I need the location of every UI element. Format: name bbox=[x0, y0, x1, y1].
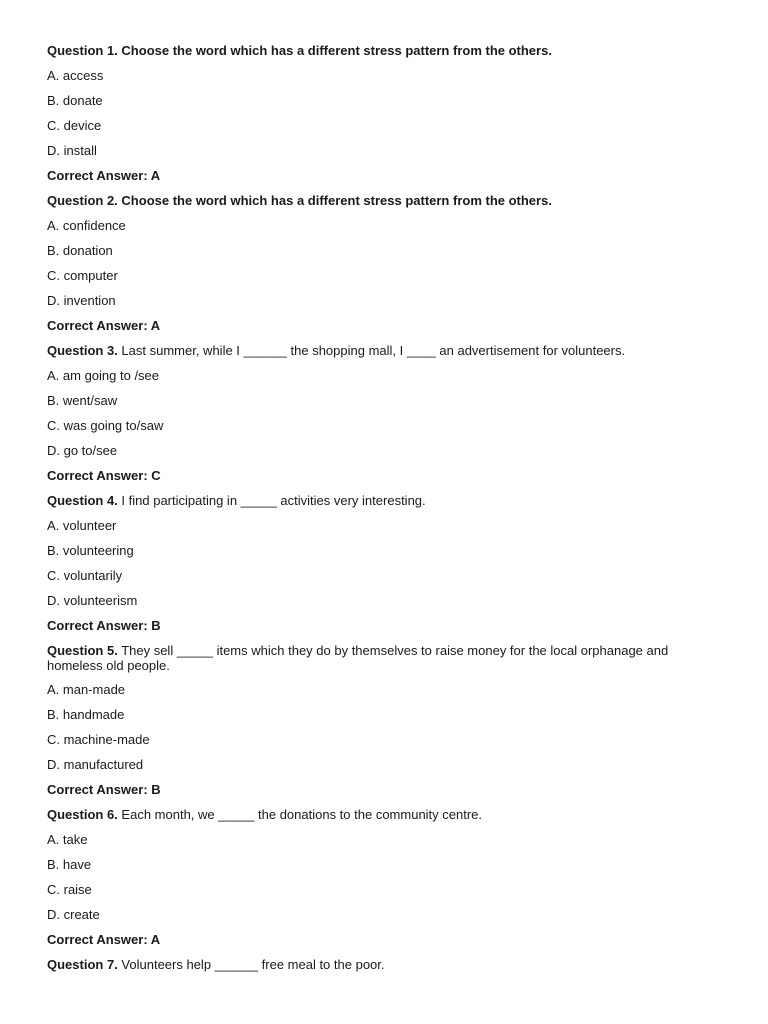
correct-answer: Correct Answer: A bbox=[47, 318, 161, 333]
answer-option: A. take bbox=[47, 832, 88, 847]
answer-option: C. computer bbox=[47, 268, 118, 283]
correct-answer: Correct Answer: B bbox=[47, 618, 161, 633]
answer-option: C. raise bbox=[47, 882, 92, 897]
question-stem bbox=[47, 957, 722, 973]
question-block bbox=[47, 643, 722, 798]
answer-option: B. donate bbox=[47, 93, 103, 108]
correct-answer: Correct Answer: C bbox=[47, 468, 161, 483]
answer-option: A. man-made bbox=[47, 682, 126, 697]
question-stem bbox=[47, 807, 722, 823]
question-label: Question 1. bbox=[47, 43, 118, 58]
answer-option: A. am going to /see bbox=[47, 368, 160, 383]
answer-option: D. create bbox=[47, 907, 100, 922]
correct-answer: Correct Answer: A bbox=[47, 932, 161, 947]
correct-answer: Correct Answer: A bbox=[47, 168, 161, 183]
question-stem bbox=[47, 343, 722, 359]
question-stem bbox=[47, 643, 722, 673]
question-stem bbox=[47, 193, 722, 209]
question-text: I find participating in _____ activities very interesting. bbox=[121, 493, 426, 508]
question-text: They sell _____ items which they do by themselves to raise money for the local orphanage and homeless old people. bbox=[47, 643, 669, 673]
question-block bbox=[47, 193, 722, 334]
question-label: Question 2. bbox=[47, 193, 118, 208]
question-text: Choose the word which has a different stress pattern from the others. bbox=[121, 193, 552, 208]
answer-option: B. volunteering bbox=[47, 543, 134, 558]
question-label: Question 6. bbox=[47, 807, 118, 822]
question-stem bbox=[47, 43, 722, 59]
question-label: Question 7. bbox=[47, 957, 118, 972]
answer-option: B. went/saw bbox=[47, 393, 118, 408]
question-text: Choose the word which has a different stress pattern from the others. bbox=[121, 43, 552, 58]
question-label: Question 3. bbox=[47, 343, 118, 358]
answer-option: A. access bbox=[47, 68, 104, 83]
answer-option: A. volunteer bbox=[47, 518, 117, 533]
question-block bbox=[47, 957, 722, 973]
correct-answer: Correct Answer: B bbox=[47, 782, 161, 797]
answer-option: D. manufactured bbox=[47, 757, 144, 772]
question-text: Last summer, while I ______ the shopping mall, I ____ an advertisement for volunteers. bbox=[121, 343, 626, 358]
question-block bbox=[47, 493, 722, 634]
answer-option: D. volunteerism bbox=[47, 593, 138, 608]
answer-option: C. was going to/saw bbox=[47, 418, 164, 433]
answer-option: D. invention bbox=[47, 293, 116, 308]
question-label: Question 4. bbox=[47, 493, 118, 508]
answer-option: A. confidence bbox=[47, 218, 126, 233]
question-stem bbox=[47, 493, 722, 509]
answer-option: C. machine-made bbox=[47, 732, 150, 747]
answer-option: D. go to/see bbox=[47, 443, 118, 458]
question-text: Each month, we _____ the donations to the community centre. bbox=[121, 807, 483, 822]
answer-option: D. install bbox=[47, 143, 97, 158]
question-text: Volunteers help ______ free meal to the poor. bbox=[121, 957, 385, 972]
answer-option: B. donation bbox=[47, 243, 113, 258]
question-label: Question 5. bbox=[47, 643, 118, 658]
answer-option: B. have bbox=[47, 857, 92, 872]
answer-option: C. voluntarily bbox=[47, 568, 123, 583]
question-block bbox=[47, 807, 722, 948]
question-block bbox=[47, 343, 722, 484]
answer-option: B. handmade bbox=[47, 707, 125, 722]
answer-option: C. device bbox=[47, 118, 102, 133]
question-block bbox=[47, 43, 722, 184]
